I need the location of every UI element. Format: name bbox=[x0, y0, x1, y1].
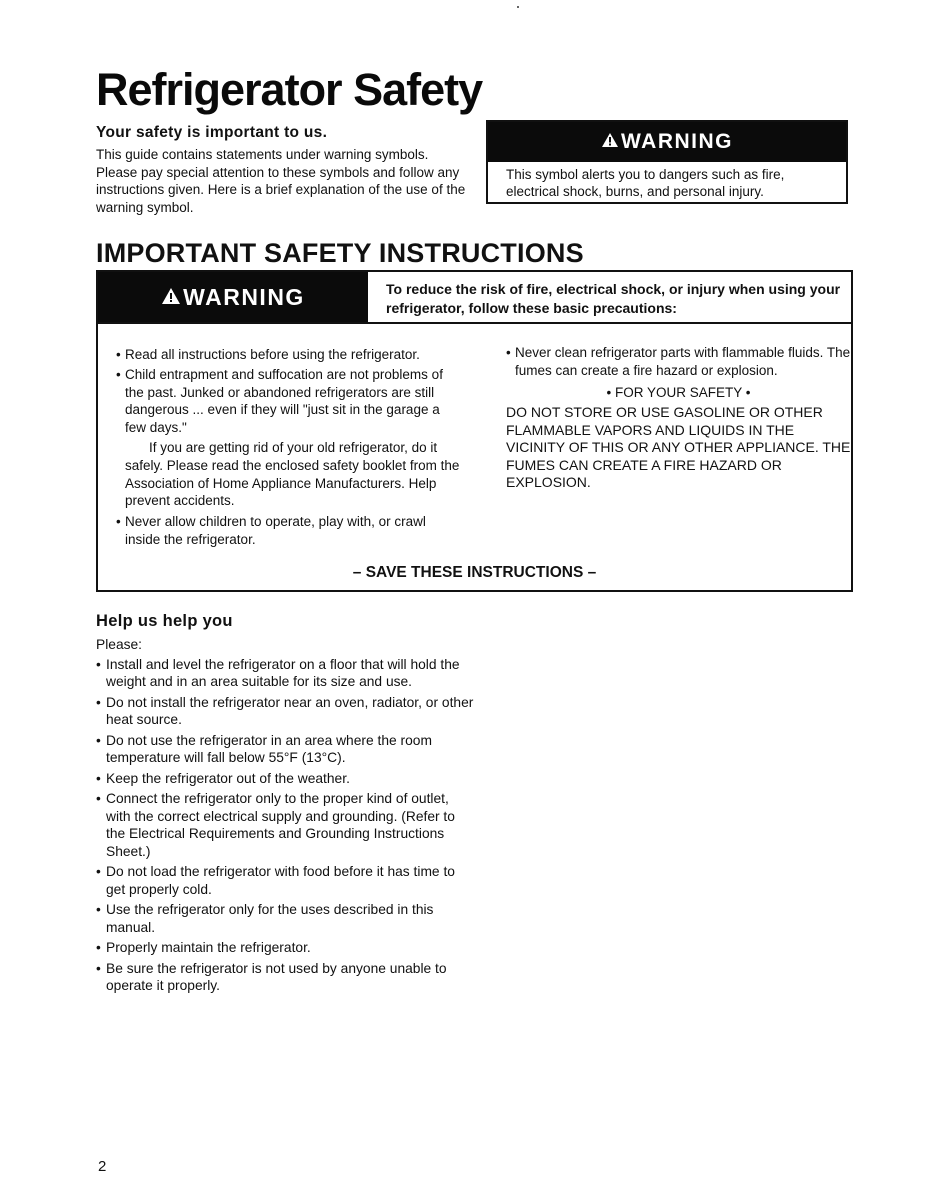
warning-symbol-box bbox=[486, 120, 848, 204]
please-label: Please: bbox=[96, 637, 143, 652]
warning-box-text: This symbol alerts you to dangers such as fire, electrical shock, burns, and personal injury. bbox=[506, 167, 785, 199]
page-title: Refrigerator Safety bbox=[96, 64, 483, 115]
list-item: • Do not load the refrigerator with food before it has time to get properly cold. bbox=[96, 863, 476, 898]
list-item: • Child entrapment and suffocation are not problems of the past. Junked or abandoned refrigerators are still dangerous ... even if they will "just sit in the garage a few days." bbox=[116, 366, 464, 437]
warning-triangle-icon bbox=[161, 284, 181, 311]
warning-label: WARNING bbox=[621, 130, 733, 153]
list-item: • Be sure the refrigerator is not used by anyone unable to operate it properly. bbox=[96, 960, 476, 995]
list-item: • Connect the refrigerator only to the proper kind of outlet, with the correct electrical supply and grounding. (Refer to the Electrical Requirements and Grounding Instructions Sheet.) bbox=[96, 790, 476, 860]
intro-heading: Your safety is important to us. bbox=[96, 124, 328, 141]
help-body bbox=[96, 636, 476, 998]
safety-right-column bbox=[506, 344, 851, 492]
safety-warning-banner bbox=[98, 272, 368, 322]
list-item: • Read all instructions before using the refrigerator. bbox=[116, 346, 464, 364]
safety-left-column bbox=[116, 346, 464, 551]
list-item: • Install and level the refrigerator on a floor that will hold the weight and in an area suitable for its size and use. bbox=[96, 656, 476, 691]
for-your-safety-label: • FOR YOUR SAFETY • bbox=[606, 384, 751, 400]
safety-section-heading: IMPORTANT SAFETY INSTRUCTIONS bbox=[96, 238, 584, 268]
intro-body: This guide contains statements under warning symbols. Please pay special attention to these symbols and follow any instructions given. Here is a brief explanation of the use of the warning symbol. bbox=[96, 147, 466, 215]
page-number: 2 bbox=[98, 1158, 107, 1175]
warning-banner bbox=[488, 122, 846, 162]
list-item: • Properly maintain the refrigerator. bbox=[96, 939, 476, 957]
help-heading: Help us help you bbox=[96, 612, 233, 630]
divider bbox=[98, 322, 851, 324]
safety-intro: To reduce the risk of fire, electrical shock, or injury when using your refrigerator, follow these basic precautions: bbox=[386, 281, 841, 316]
save-instructions-line: – SAVE THESE INSTRUCTIONS – bbox=[352, 564, 597, 581]
list-item: • Use the refrigerator only for the uses described in this manual. bbox=[96, 901, 476, 936]
disposal-paragraph: If you are getting rid of your old refrigerator, do it safely. Please read the enclosed safety booklet from the Association of Home Appliance Manufacturers. Help prevent accidents. bbox=[125, 439, 460, 509]
safety-warning-label: WARNING bbox=[183, 283, 305, 310]
list-item: • Do not install the refrigerator near an oven, radiator, or other heat source. bbox=[96, 694, 476, 729]
warning-triangle-icon bbox=[601, 130, 619, 154]
list-item: • Never clean refrigerator parts with flammable fluids. The fumes can create a fire hazard or explosion. bbox=[506, 344, 851, 380]
list-item: • Keep the refrigerator out of the weather. bbox=[96, 770, 476, 788]
safety-instructions-box bbox=[96, 270, 853, 592]
list-item: • Never allow children to operate, play with, or crawl inside the refrigerator. bbox=[116, 513, 464, 549]
list-item: • Do not use the refrigerator in an area where the room temperature will fall below 55°F (13°C). bbox=[96, 732, 476, 767]
scan-speck bbox=[517, 6, 519, 8]
gasoline-warning: DO NOT STORE OR USE GASOLINE OR OTHER FLAMMABLE VAPORS AND LIQUIDS IN THE VICINITY OF THIS OR ANY OTHER APPLIANCE. THE FUMES CAN CREATE A FIRE HAZARD OR EXPLOSION. bbox=[506, 404, 851, 491]
